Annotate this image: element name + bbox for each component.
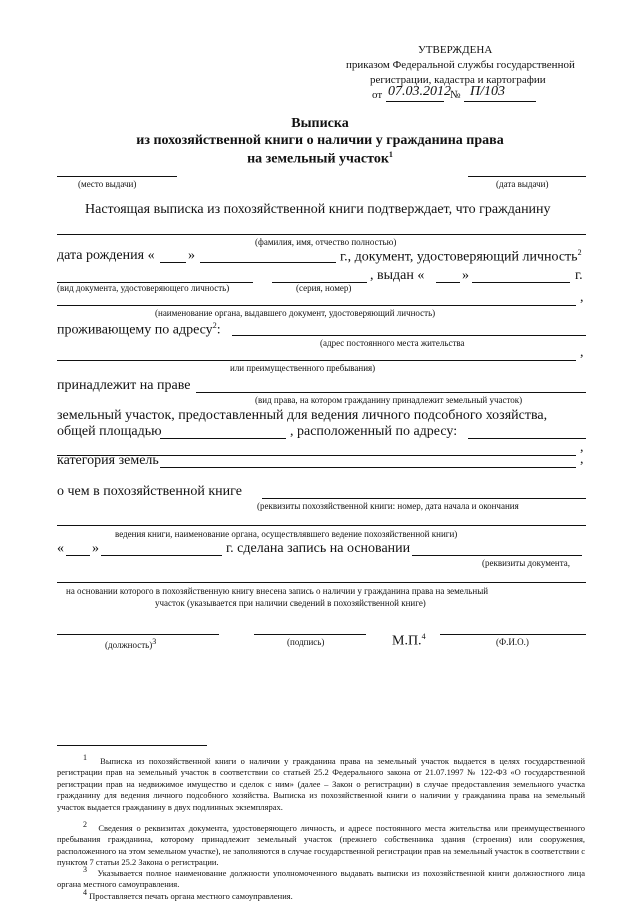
caption-book-req: (реквизиты похозяйственной книги: номер, дата начала и окончания — [257, 501, 519, 511]
title-line2: из похозяйственной книги о наличии у гражданина права — [136, 133, 504, 148]
caption-address2: или преимущественного пребывания) — [230, 363, 376, 373]
approval-number: П/103 — [470, 84, 505, 99]
plot-text: земельный участок, предоставленный для ведения личного подсобного хозяйства, — [57, 408, 548, 423]
caption-series: (серия, номер) — [296, 283, 352, 293]
stamp-mp: М.П.$^4$ — [392, 632, 426, 649]
approval-line3: регистрации, кадастра и картографии — [370, 74, 546, 86]
footnote-2: $^2$ Сведения о реквизитах документа, удостоверяющего личность, и адресе постоянного места жительства или преимущественного пребывания гражданина, которому принадлежит земельный участок (прежнего собственника здания (строения) или сооружения, расположенного на этом земельном участке), не заполняются в случае государственной регистрации прав на земельный участок в соответствии с пунктом 7 статьи 25.2 Закона о регистрации. — [57, 820, 585, 868]
area-label: общей площадью — [57, 424, 162, 439]
approval-line2: приказом Федеральной службы государственной — [346, 59, 575, 71]
approval-date: 07.03.2012 — [388, 84, 451, 99]
approval-num-label: № — [450, 89, 461, 101]
footnote-1: $^1$ Выписка из похозяйственной книги о наличии у гражданина права на земельный участок выдается в целях государственной регистрации прав на земельный участок в соответствии со статьей 25.2 Федерального закона от 21.07.1997 № 122-ФЗ «О государственной регистрации прав на недвижимое имущество и сделок с ним» (далее – Закон о регистрации) в случае предоставления земельного участка гражданину для ведения личного подсобного хозяйства. Выписка из похозяйственной книги о наличии у гражданина права на земельный участок выдается гражданину в двух подлинных экземплярах. — [57, 753, 586, 812]
belongs-label: принадлежит на праве — [57, 378, 191, 393]
title-line3: на земельный участок$^1$ — [247, 150, 393, 167]
intro-text: Настоящая выписка из похозяйственной книги подтверждает, что гражданину — [85, 202, 551, 217]
caption-doc-req3: участок (указывается при наличии сведений в похозяйственной книге) — [155, 598, 426, 608]
caption-doc-req: (реквизиты документа, — [482, 558, 571, 568]
record-label: о чем в похозяйственной книге — [57, 484, 242, 499]
caption-fio: (фамилия, имя, отчество полностью) — [255, 237, 397, 247]
caption-date: (дата выдачи) — [496, 179, 549, 189]
caption-book-req2: ведения книги, наименование органа, осуществлявшего ведение похозяйственной книги) — [115, 529, 458, 539]
caption-position: (должность)$^3$ — [105, 637, 157, 650]
approval-prefix: от — [372, 89, 383, 101]
record2-label: г. сделана запись на основании — [226, 541, 411, 556]
caption-doc-type: (вид документа, удостоверяющего личность) — [57, 283, 230, 293]
doc-text: г., документ, удостоверяющий личность$^2$ — [340, 248, 582, 265]
caption-right-type: (вид права, на котором гражданину принадлежит земельный участок) — [255, 395, 523, 405]
category-label: категория земель — [57, 453, 159, 468]
caption-address: (адрес постоянного места жительства — [320, 338, 465, 348]
title-line1: Выписка — [291, 116, 349, 131]
footnote-3: $^3$ Указывается полное наименование должности уполномоченного выдавать выписки из похозяйственной книги должностного лица органа местного самоуправления. — [57, 865, 585, 890]
footnote-4: $^4$ Проставляется печать органа местного самоуправления. — [83, 888, 293, 901]
birth-date-label: дата рождения « — [57, 248, 155, 263]
caption-issuer: (наименование органа, выдавшего документ, удостоверяющий личность) — [155, 308, 436, 318]
located-label: , расположенный по адресу: — [290, 424, 458, 439]
caption-place: (место выдачи) — [78, 179, 137, 189]
caption-doc-req2: на основании которого в похозяйственную книгу внесена запись о наличии у гражданина права на земельный — [66, 586, 489, 596]
caption-signature: (подпись) — [287, 637, 325, 647]
residing-label: проживающему по адресу$^2$: — [57, 321, 221, 338]
approval-heading: УТВЕРЖДЕНА — [418, 44, 493, 56]
issued-label: , выдан « — [370, 268, 425, 283]
caption-fio2: (Ф.И.О.) — [496, 637, 529, 647]
